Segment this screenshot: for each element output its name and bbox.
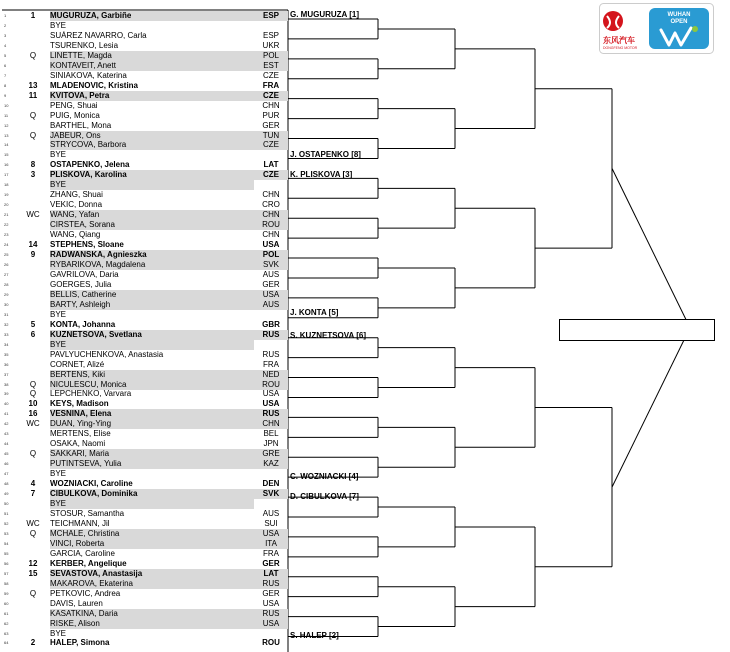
draw-row	[0, 439, 288, 449]
player-name: MLADENOVIC, Kristina	[50, 80, 139, 90]
player-name: BYE	[50, 20, 67, 30]
draw-row	[0, 340, 288, 350]
second-round-entry: G. MUGURUZA [1]	[290, 10, 360, 19]
country-code: TUN	[254, 131, 288, 141]
event-line2-text: OPEN	[670, 19, 688, 25]
draw-row	[0, 409, 288, 419]
champion-box	[559, 319, 715, 341]
draw-row	[0, 619, 288, 629]
second-round-entry: S. HALEP [2]	[290, 631, 339, 640]
country-code: RUS	[254, 609, 288, 619]
draw-row	[0, 429, 288, 439]
player-name: CIBULKOVA, Dominika	[50, 489, 254, 499]
draw-row	[0, 11, 288, 21]
draw-line-number: 31	[4, 311, 9, 317]
draw-line-number: 57	[4, 570, 9, 576]
draw-row	[0, 140, 288, 150]
draw-row	[0, 41, 288, 51]
country-code: SVK	[254, 489, 288, 499]
draw-line-number: 38	[4, 381, 9, 387]
draw-row	[0, 300, 288, 310]
seed-label: 8	[30, 160, 36, 170]
country-code: RUS	[254, 330, 288, 340]
country-code: RUS	[254, 409, 288, 419]
draw-line-number: 35	[4, 351, 9, 357]
draw-row	[0, 220, 288, 230]
draw-line-number: 29	[4, 291, 9, 297]
seed-label: 1	[30, 11, 36, 20]
player-name: GARCIA, Caroline	[50, 548, 115, 558]
seed-label: 3	[30, 170, 36, 180]
seed-label: 10	[28, 399, 38, 409]
country-code: CHN	[262, 230, 280, 240]
event-line1-text: WUHAN	[667, 12, 691, 18]
seed-label: 14	[28, 240, 38, 250]
country-code: SUI	[264, 518, 278, 528]
draw-line-number: 28	[4, 281, 9, 287]
draw-line-number: 64	[4, 640, 9, 646]
country-code: FRA	[262, 80, 280, 90]
draw-line-number: 12	[4, 122, 9, 128]
draw-row	[0, 81, 288, 91]
seed-label: 16	[28, 409, 38, 419]
draw-row	[0, 529, 288, 539]
draw-line-number: 51	[4, 511, 9, 516]
seed-label: Q	[29, 588, 37, 598]
draw-line-number: 25	[4, 252, 9, 258]
player-name: OSAKA, Naomi	[50, 439, 106, 449]
draw-line-number: 54	[4, 540, 9, 546]
draw-row	[0, 629, 288, 639]
country-code: DEN	[262, 479, 280, 489]
country-code: ESP	[254, 11, 288, 21]
country-code: AUS	[254, 300, 288, 310]
country-code: EST	[254, 61, 288, 71]
draw-row	[0, 579, 288, 589]
country-code: FRA	[263, 548, 279, 558]
draw-row	[0, 469, 288, 479]
draw-row	[0, 150, 288, 160]
draw-line-number: 45	[4, 451, 9, 457]
player-name: KONTA, Johanna	[50, 319, 116, 329]
second-round-entry: C. WOZNIACKI [4]	[290, 472, 359, 481]
player-name: BELLIS, Catherine	[50, 290, 254, 300]
draw-row	[0, 380, 288, 390]
country-code: CZE	[254, 91, 288, 101]
seed-label: WC	[26, 518, 40, 528]
country-code: NED	[254, 370, 288, 380]
player-name: PUIG, Monica	[50, 110, 100, 120]
country-code: LAT	[254, 569, 288, 579]
draw-line-number: 8	[4, 82, 7, 88]
country-code: BEL	[263, 429, 279, 439]
draw-row	[0, 330, 288, 340]
country-code: POL	[254, 250, 288, 260]
player-name: TEICHMANN, Jil	[50, 518, 110, 528]
draw-row	[0, 360, 288, 370]
country-code: GER	[262, 558, 280, 568]
draw-line-number: 55	[4, 550, 9, 556]
draw-row	[0, 131, 288, 141]
draw-row	[0, 290, 288, 300]
draw-row	[0, 51, 288, 61]
draw-row	[0, 399, 288, 409]
player-name: DAVIS, Lauren	[50, 598, 103, 608]
draw-row	[0, 170, 288, 180]
draw-row	[0, 260, 288, 270]
player-name: KASATKINA, Daria	[50, 609, 254, 619]
seed-label: Q	[29, 528, 37, 538]
draw-line-number: 30	[4, 301, 9, 307]
draw-row	[0, 280, 288, 290]
player-name: LEPCHENKO, Varvara	[50, 389, 132, 399]
draw-line-number: 22	[4, 222, 9, 228]
country-code: ROU	[254, 220, 288, 230]
draw-row	[0, 91, 288, 101]
draw-line-number: 39	[4, 391, 9, 397]
draw-line-number: 37	[4, 371, 9, 377]
player-name: WANG, Yafan	[50, 210, 254, 220]
country-code: GER	[262, 588, 280, 598]
draw-line-number: 33	[4, 331, 9, 337]
draw-line-number: 58	[4, 580, 9, 586]
player-name: GAVRILOVA, Daria	[50, 269, 119, 279]
seed-label: Q	[29, 449, 37, 459]
draw-line-number: 18	[4, 182, 9, 188]
draw-line-number: 19	[4, 192, 9, 198]
draw-line-number: 50	[4, 501, 9, 507]
draw-row	[0, 539, 288, 549]
brand-en-text: DONGFENG MOTOR	[603, 46, 638, 50]
player-name: NICULESCU, Monica	[50, 380, 254, 390]
draw-row	[0, 459, 288, 469]
logo-graphic	[599, 3, 714, 54]
player-name: KUZNETSOVA, Svetlana	[50, 330, 254, 340]
player-name: BYE	[50, 469, 67, 479]
country-code: ITA	[254, 539, 288, 549]
country-code: CHN	[262, 100, 280, 110]
player-name: PLISKOVA, Karolina	[50, 170, 254, 180]
player-name: LINETTE, Magda	[50, 51, 254, 61]
country-code: CHN	[254, 210, 288, 220]
player-name: GOERGES, Julia	[50, 279, 112, 289]
draw-row	[0, 71, 288, 81]
seed-label: Q	[29, 50, 37, 60]
draw-line-number: 17	[4, 172, 9, 178]
draw-row	[0, 111, 288, 121]
draw-row	[0, 61, 288, 71]
draw-line-number: 4	[4, 42, 7, 48]
draw-line-number: 26	[4, 262, 9, 267]
player-name: STOSUR, Samantha	[50, 509, 125, 518]
country-code: GER	[262, 120, 280, 130]
draw-row	[0, 549, 288, 559]
seed-label: 5	[30, 319, 36, 329]
draw-line-number: 23	[4, 232, 9, 238]
draw-row	[0, 270, 288, 280]
draw-line-number: 63	[4, 630, 9, 636]
player-name: RISKE, Alison	[50, 619, 254, 629]
seed-label: 13	[28, 80, 38, 90]
sponsor-logo	[599, 3, 714, 54]
player-name: TSURENKO, Lesia	[50, 40, 119, 50]
seed-label: 6	[30, 329, 36, 339]
country-code: USA	[254, 529, 288, 539]
player-name: STEPHENS, Sloane	[50, 240, 124, 250]
country-code: ESP	[262, 30, 279, 40]
player-name: BYE	[50, 340, 254, 350]
player-name: MCHALE, Christina	[50, 529, 254, 539]
player-name: BYE	[50, 180, 254, 190]
country-code: JPN	[263, 439, 279, 449]
draw-row	[0, 310, 288, 320]
draw-row	[0, 200, 288, 210]
player-name: PENG, Shuai	[50, 100, 98, 110]
draw-line-number: 48	[4, 481, 9, 487]
player-name: KONTAVEIT, Anett	[50, 61, 254, 71]
draw-line-number: 21	[4, 212, 9, 218]
second-round-entry: S. KUZNETSOVA [6]	[290, 331, 367, 340]
seed-label: WC	[26, 210, 40, 220]
draw-line-number: 3	[4, 32, 7, 38]
draw-line-number: 10	[4, 102, 9, 108]
second-round-entry: D. CIBULKOVA [7]	[290, 492, 359, 501]
draw-line-number: 15	[4, 152, 9, 158]
seed-label: WC	[26, 419, 40, 429]
draw-row	[0, 230, 288, 240]
final-line	[612, 328, 690, 487]
country-code: LAT	[263, 160, 279, 170]
country-code: USA	[262, 598, 280, 608]
country-code: CRO	[262, 200, 280, 210]
draw-row	[0, 210, 288, 220]
player-name: MAKAROVA, Ekaterina	[50, 579, 254, 589]
draw-line-number: 34	[4, 341, 9, 347]
draw-row	[0, 609, 288, 619]
country-code: USA	[262, 399, 280, 409]
draw-row	[0, 559, 288, 569]
player-name: BERTENS, Kiki	[50, 370, 254, 380]
draw-row	[0, 479, 288, 489]
seed-label: 12	[28, 558, 38, 568]
country-code: CHN	[262, 190, 280, 200]
draw-row	[0, 350, 288, 360]
draw-line-number: 2	[4, 22, 7, 28]
draw-row	[0, 180, 288, 190]
draw-row	[0, 121, 288, 131]
draw-row	[0, 489, 288, 499]
draw-row	[0, 240, 288, 250]
player-name: BARTHEL, Mona	[50, 120, 112, 130]
player-name: VINCI, Roberta	[50, 539, 254, 549]
draw-row	[0, 419, 288, 429]
country-code: FRA	[263, 359, 279, 369]
country-code: CHN	[254, 419, 288, 429]
draw-row	[0, 499, 288, 509]
country-code: USA	[254, 619, 288, 629]
second-round-entry: J. OSTAPENKO [8]	[290, 150, 361, 159]
draw-line-number: 60	[4, 600, 9, 606]
draw-line-number: 36	[4, 361, 9, 367]
country-code: SVK	[254, 260, 288, 270]
draw-line-number: 11	[4, 112, 9, 118]
draw-row	[0, 519, 288, 529]
player-name: BYE	[50, 309, 67, 319]
country-code: GRE	[254, 449, 288, 459]
seed-label: 15	[28, 568, 38, 578]
country-code: GER	[262, 279, 280, 289]
player-name: RYBARIKOVA, Magdalena	[50, 260, 254, 270]
player-name: ZHANG, Shuai	[50, 190, 103, 200]
draw-row	[0, 160, 288, 170]
country-code: AUS	[262, 509, 280, 518]
draw-row	[0, 21, 288, 31]
country-code: POL	[254, 51, 288, 61]
draw-line-number: 5	[4, 52, 7, 58]
seed-label: Q	[29, 130, 37, 140]
country-code: PUR	[262, 110, 280, 120]
player-name: SEVASTOVA, Anastasija	[50, 569, 254, 579]
player-name: JABEUR, Ons	[50, 131, 254, 141]
country-code: KAZ	[254, 459, 288, 469]
draw-row	[0, 370, 288, 380]
draw-line-number: 47	[4, 471, 9, 477]
country-code: CZE	[254, 170, 288, 180]
draw-line-number: 24	[4, 242, 9, 248]
player-name: RADWANSKA, Agnieszka	[50, 250, 254, 260]
country-code: UKR	[262, 40, 280, 50]
player-name: BYE	[50, 499, 254, 509]
player-name: VEKIC, Donna	[50, 200, 103, 210]
draw-line-number: 56	[4, 560, 9, 566]
seed-label: Q	[29, 389, 37, 399]
player-name: DUAN, Ying-Ying	[50, 419, 254, 429]
brand-cn-text: 东风汽车	[603, 36, 635, 45]
country-code: USA	[254, 290, 288, 300]
draw-row	[0, 509, 288, 519]
player-name: SAKKARI, Maria	[50, 449, 254, 459]
seed-label: Q	[29, 379, 37, 389]
player-name: SUÁREZ NAVARRO, Carla	[50, 30, 147, 40]
draw-line-number: 41	[4, 411, 9, 417]
player-name: SINIAKOVA, Katerina	[50, 70, 127, 80]
country-code: RUS	[254, 579, 288, 589]
draw-line-number: 59	[4, 590, 9, 596]
player-name: HALEP, Simona	[50, 638, 110, 648]
draw-line-number: 1	[4, 13, 7, 18]
player-name: MERTENS, Elise	[50, 429, 111, 439]
final-line	[612, 168, 690, 327]
draw-line-number: 46	[4, 461, 9, 467]
player-name: CIRSTEA, Sorana	[50, 220, 254, 230]
draw-line-number: 32	[4, 321, 9, 327]
draw-line-number: 6	[4, 62, 7, 68]
draw-row	[0, 320, 288, 330]
draw-row	[0, 638, 288, 648]
draw-line-number: 14	[4, 142, 9, 148]
draw-row	[0, 250, 288, 260]
player-name: PAVLYUCHENKOVA, Anastasia	[50, 349, 164, 359]
country-code: RUS	[262, 349, 280, 359]
draw-row	[0, 101, 288, 111]
country-code: AUS	[262, 269, 280, 279]
player-name: WOZNIACKI, Caroline	[50, 479, 133, 489]
draw-line-number: 44	[4, 441, 9, 447]
seed-label: 2	[30, 638, 36, 648]
player-name: OSTAPENKO, Jelena	[50, 160, 130, 170]
seed-label: 7	[30, 489, 36, 499]
draw-line-number: 16	[4, 162, 9, 168]
draw-row	[0, 589, 288, 599]
draw-line-number: 43	[4, 431, 9, 437]
seed-label: 11	[28, 90, 38, 100]
country-code: GBR	[262, 319, 280, 329]
country-code: ROU	[262, 638, 280, 648]
draw-line-number: 27	[4, 271, 9, 277]
seed-label: 4	[30, 479, 36, 489]
draw-row	[0, 190, 288, 200]
draw-line-number: 20	[4, 202, 9, 208]
draw-row	[0, 449, 288, 459]
draw-line-number: 9	[4, 92, 7, 98]
dongfeng-emblem-icon	[603, 11, 623, 31]
player-name: KERBER, Angelique	[50, 558, 127, 568]
draw-line-number: 53	[4, 530, 9, 536]
player-name: STRYCOVA, Barbora	[50, 140, 254, 150]
player-name: CORNET, Alizé	[50, 359, 105, 369]
player-name: KEYS, Madison	[50, 399, 109, 409]
draw-row	[0, 31, 288, 41]
draw-line-number: 7	[4, 72, 7, 78]
country-code: CZE	[254, 140, 288, 150]
second-round-entry: K. PLISKOVA [3]	[290, 170, 353, 179]
player-name: MUGURUZA, Garbiñe	[50, 11, 254, 21]
draw-row	[0, 389, 288, 399]
seed-label: Q	[29, 110, 37, 120]
draw-row	[0, 569, 288, 579]
country-code: ROU	[254, 380, 288, 390]
country-code: CZE	[263, 70, 279, 80]
draw-line-number: 62	[4, 620, 9, 626]
player-name: BYE	[50, 628, 67, 638]
draw-row	[0, 599, 288, 609]
country-code: USA	[262, 389, 280, 399]
seed-label: 9	[30, 250, 36, 260]
player-name: KVITOVA, Petra	[50, 91, 254, 101]
second-round-entry: J. KONTA [5]	[290, 308, 339, 317]
country-code: USA	[262, 240, 280, 250]
player-name: BARTY, Ashleigh	[50, 300, 254, 310]
player-name: BYE	[50, 150, 67, 160]
draw-line-number: 40	[4, 401, 9, 407]
draw-line-number: 61	[4, 610, 9, 616]
player-name: PUTINTSEVA, Yulia	[50, 459, 254, 469]
draw-line-number: 42	[4, 421, 9, 427]
draw-line-number: 49	[4, 491, 9, 497]
draw-line-number: 13	[4, 132, 9, 138]
player-name: WANG, Qiang	[50, 230, 101, 240]
draw-line-number: 52	[4, 520, 9, 526]
player-name: PETKOVIC, Andrea	[50, 588, 121, 598]
player-name: VESNINA, Elena	[50, 409, 254, 419]
